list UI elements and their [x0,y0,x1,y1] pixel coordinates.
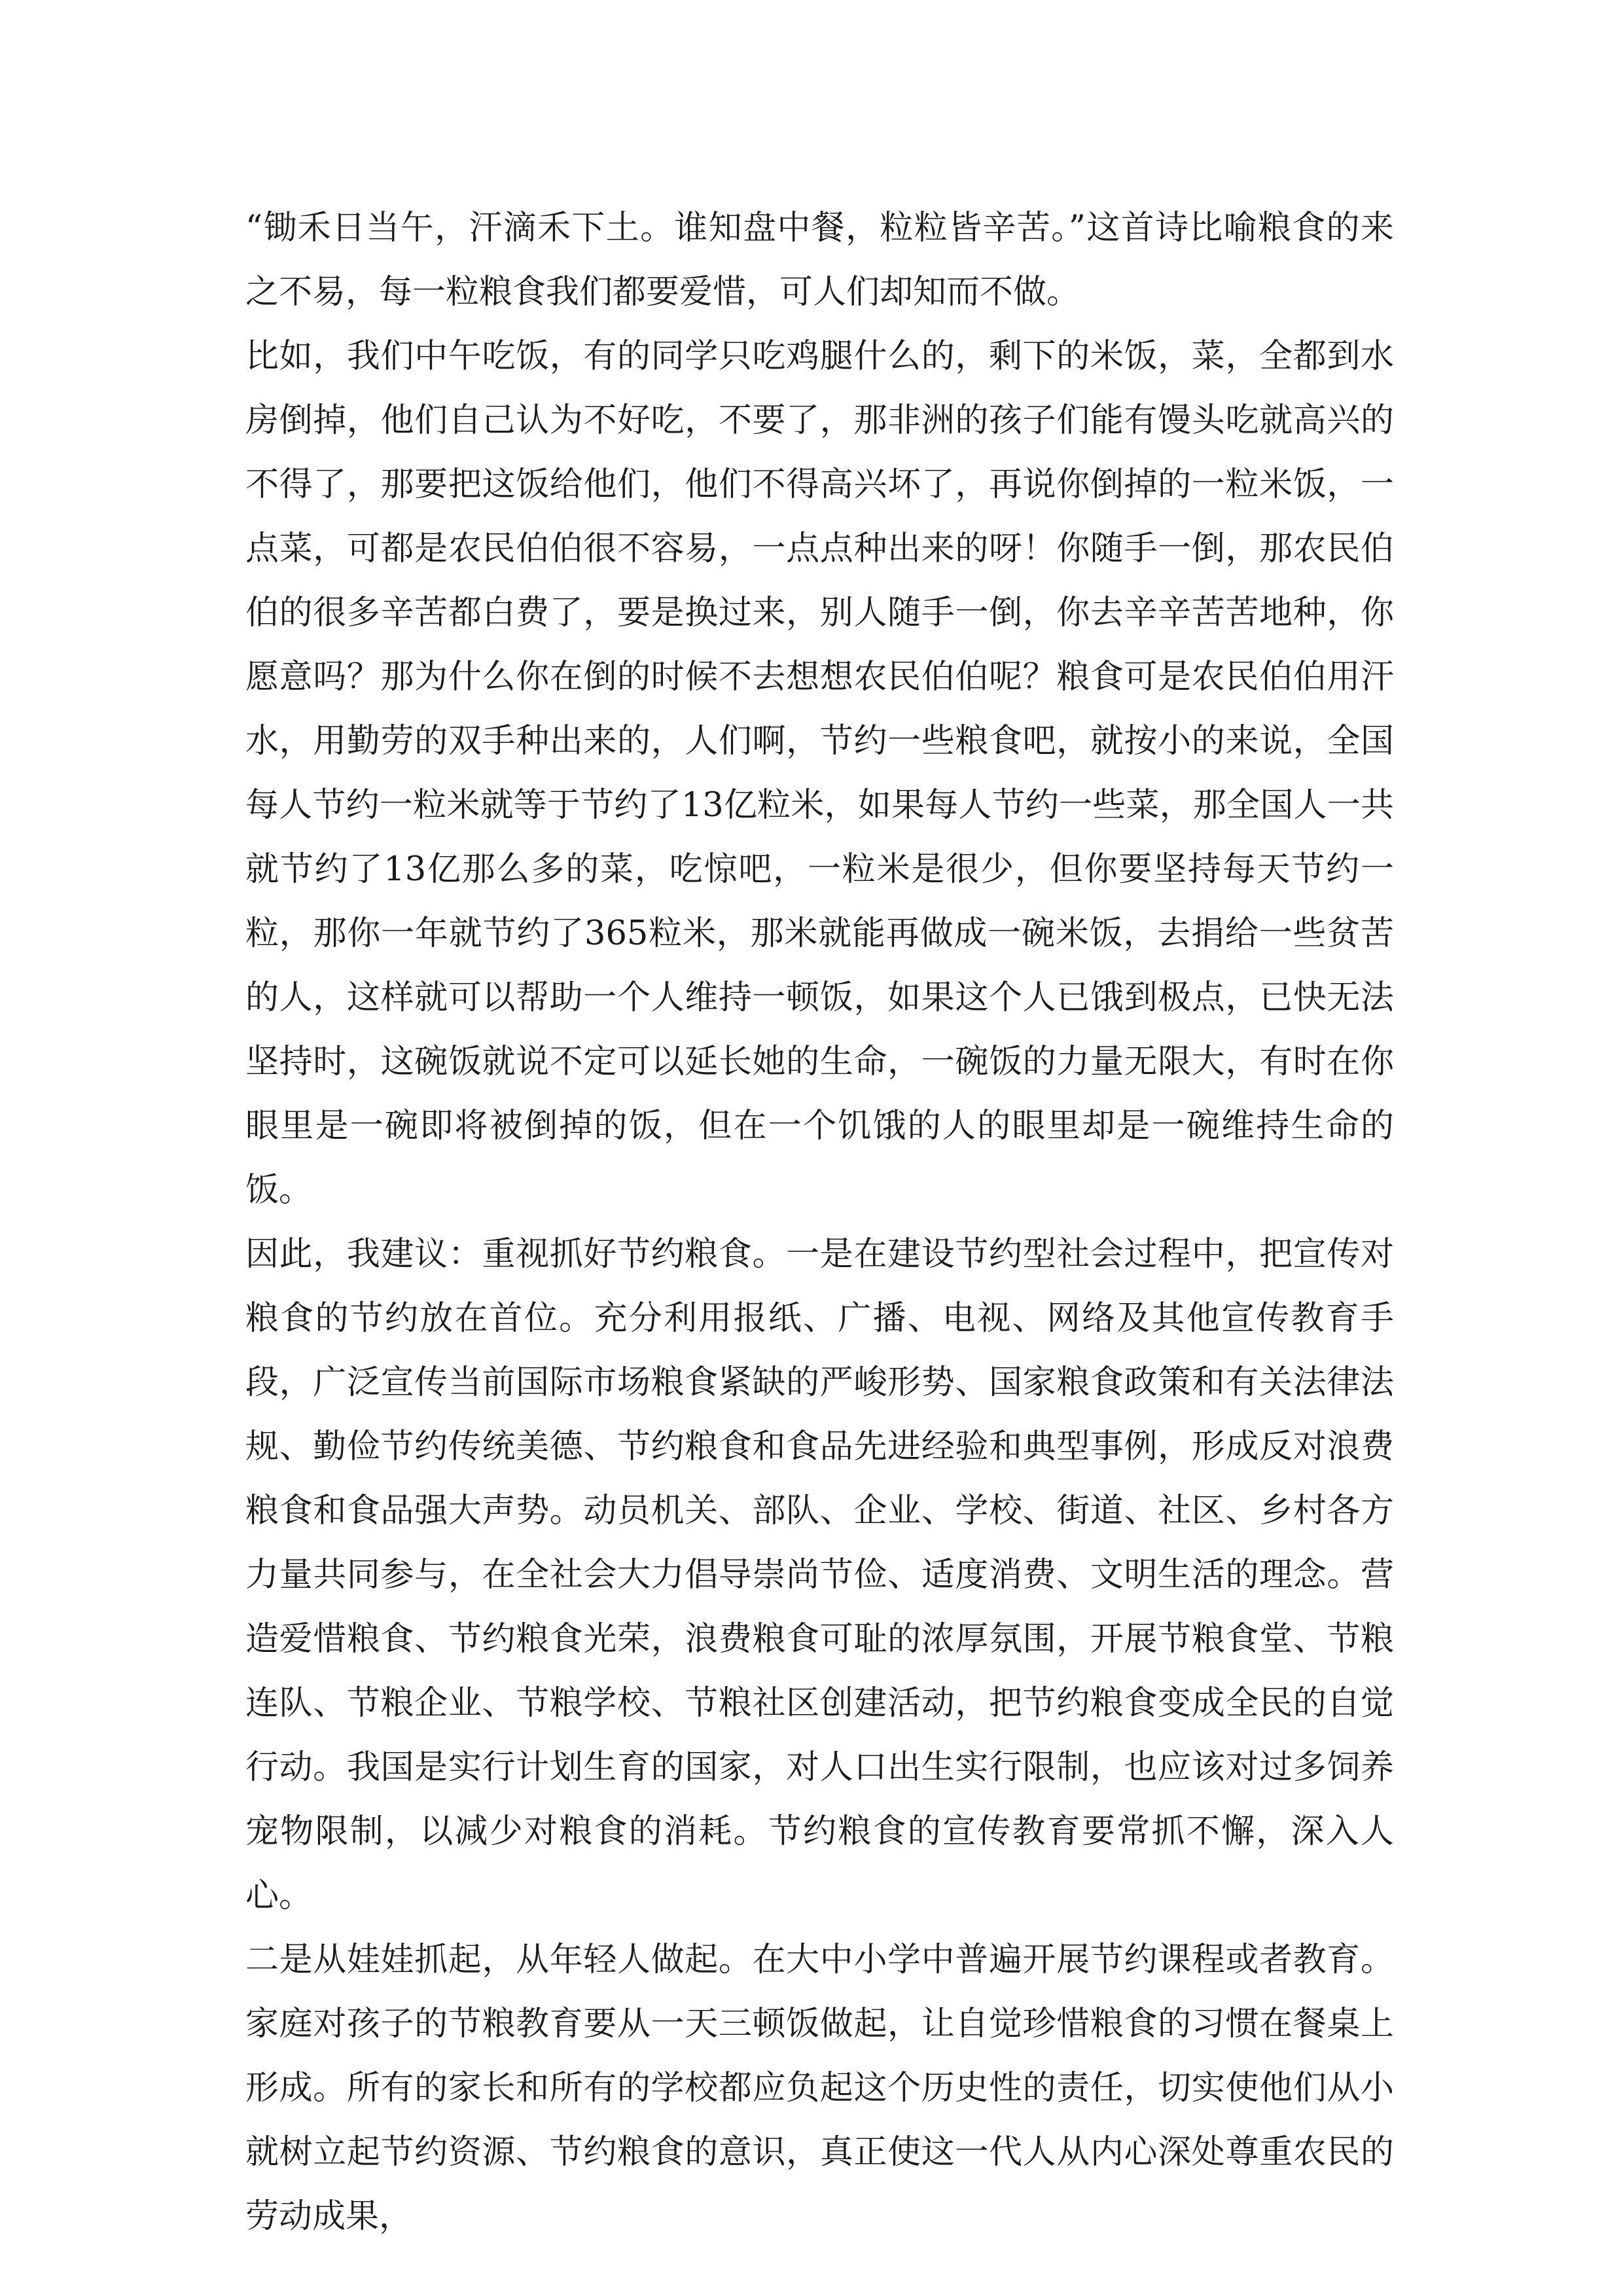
paragraph-poem-intro: “锄禾日当午，汗滴禾下土。谁知盘中餐，粒粒皆辛苦。”这首诗比喻粮食的来之不易，每一粒粮食我们都要爱惜，可人们却知而不做。 [245,209,1394,312]
paragraph-example: 比如，我们中午吃饭，有的同学只吃鸡腿什么的，剩下的米饭，菜，全都到水房倒掉，他们自己认为不好吃，不要了，那非洲的孩子们能有馒头吃就高兴的不得了，那要把这饭给他们，他们不得高兴坏了，再说你倒掉的一粒米饭，一点菜，可都是农民伯伯很不容易，一点点种出来的呀！你随手一倒，那农民伯伯的很多辛苦都白费了，要是换过来，别人随手一倒，你去辛辛苦苦地种，你愿意吗？那为什么你在倒的时候不去想想农民伯伯呢？粮食可是农民伯伯用汗水，用勤劳的双手种出来的，人们啊，节约一些粮食吧，就按小的来说，全国每人节约一粒米就等于节约了13亿粒米，如果每人节约一些菜，那全国人一共就节约了13亿那么多的菜，吃惊吧，一粒米是很少，但你要坚持每天节约一粒，那你一年就节约了365粒米，那米就能再做成一碗米饭，去捐给一些贫苦的人，这样就可以帮助一个人维持一顿饭，如果这个人已饿到极点，已快无法坚持时，这碗饭就说不定可以延长她的生命，一碗饭的力量无限大，有时在你眼里是一碗即将被倒掉的饭，但在一个饥饿的人的眼里却是一碗维持生命的饭。 [245,337,1394,1210]
document-body [245,196,1394,2249]
paragraph-suggestion-one: 因此，我建议：重视抓好节约粮食。一是在建设节约型社会过程中，把宣传对粮食的节约放在首位。充分利用报纸、广播、电视、网络及其他宣传教育手段，广泛宣传当前国际市场粮食紧缺的严峻形势、国家粮食政策和有关法律法规、勤俭节约传统美德、节约粮食和食品先进经验和典型事例，形成反对浪费粮食和食品强大声势。动员机关、部队、企业、学校、街道、社区、乡村各方力量共同参与，在全社会大力倡导崇尚节俭、适度消费、文明生活的理念。营造爱惜粮食、节约粮食光荣，浪费粮食可耻的浓厚氛围，开展节粮食堂、节粮连队、节粮企业、节粮学校、节粮社区创建活动，把节约粮食变成全民的自觉行动。我国是实行计划生育的国家，对人口出生实行限制，也应该对过多饲养宠物限制，以减少对粮食的消耗。节约粮食的宣传教育要常抓不懈，深入人心。 [245,1235,1394,1915]
paragraph-suggestion-two: 二是从娃娃抓起，从年轻人做起。在大中小学中普遍开展节约课程或者教育。家庭对孩子的节粮教育要从一天三顿饭做起，让自觉珍惜粮食的习惯在餐桌上形成。所有的家长和所有的学校都应负起这个历史性的责任，切实使他们从小就树立起节约资源、节约粮食的意识，真正使这一代人从内心深处尊重农民的劳动成果， [245,1941,1394,2236]
